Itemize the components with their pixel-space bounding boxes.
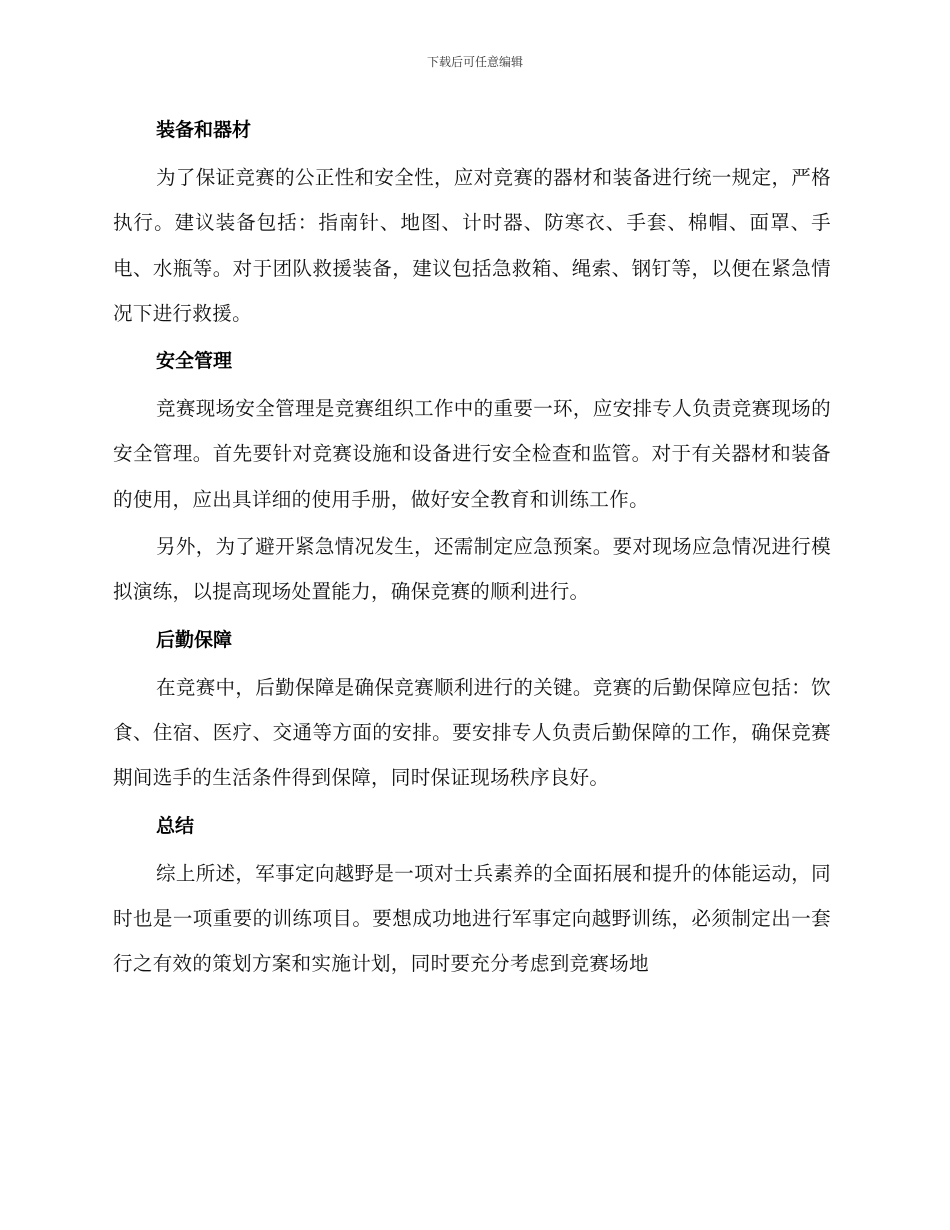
paragraph-logistics: 在竞赛中，后勤保障是确保竞赛顺利进行的关键。竞赛的后勤保障应包括：饮食、住宿、医疗、交通等方面的安排。要安排专人负责后勤保障的工作，确保竞赛期间选手的生活条件得到保障，同时保证现场秩序良好。 (113, 675, 831, 790)
section-heading-summary: 总结 (156, 814, 195, 837)
section-heading-logistics: 后勤保障 (156, 628, 233, 651)
section-heading-safety: 安全管理 (156, 350, 233, 373)
paragraph-summary: 综上所述，军事定向越野是一项对士兵素养的全面拓展和提升的体能运动，同时也是一项重要的训练项目。要想成功地进行军事定向越野训练，必须制定出一套行之有效的策划方案和实施计划，同时要充分考虑到竞赛场地 (113, 861, 831, 976)
paragraph-safety-2: 另外，为了避开紧急情况发生，还需制定应急预案。要对现场应急情况进行模拟演练，以提高现场处置能力，确保竞赛的顺利进行。 (113, 535, 831, 604)
paragraph-safety-1: 竞赛现场安全管理是竞赛组织工作中的重要一环，应安排专人负责竞赛现场的安全管理。首先要针对竞赛设施和设备进行安全检查和监管。对于有关器材和装备的使用，应出具详细的使用手册，做好安全教育和训练工作。 (113, 397, 831, 511)
paragraph-equipment: 为了保证竞赛的公正性和安全性，应对竞赛的器材和装备进行统一规定，严格执行。建议装备包括：指南针、地图、计时器、防寒衣、手套、棉帽、面罩、手电、水瓶等。对于团队救援装备，建议包括急救箱、绳索、钢钉等，以便在紧急情况下进行救援。 (113, 166, 831, 325)
section-heading-equipment: 装备和器材 (156, 119, 252, 141)
document-body (113, 107, 831, 988)
page-header-note: 下载后可任意编辑 (426, 55, 523, 69)
